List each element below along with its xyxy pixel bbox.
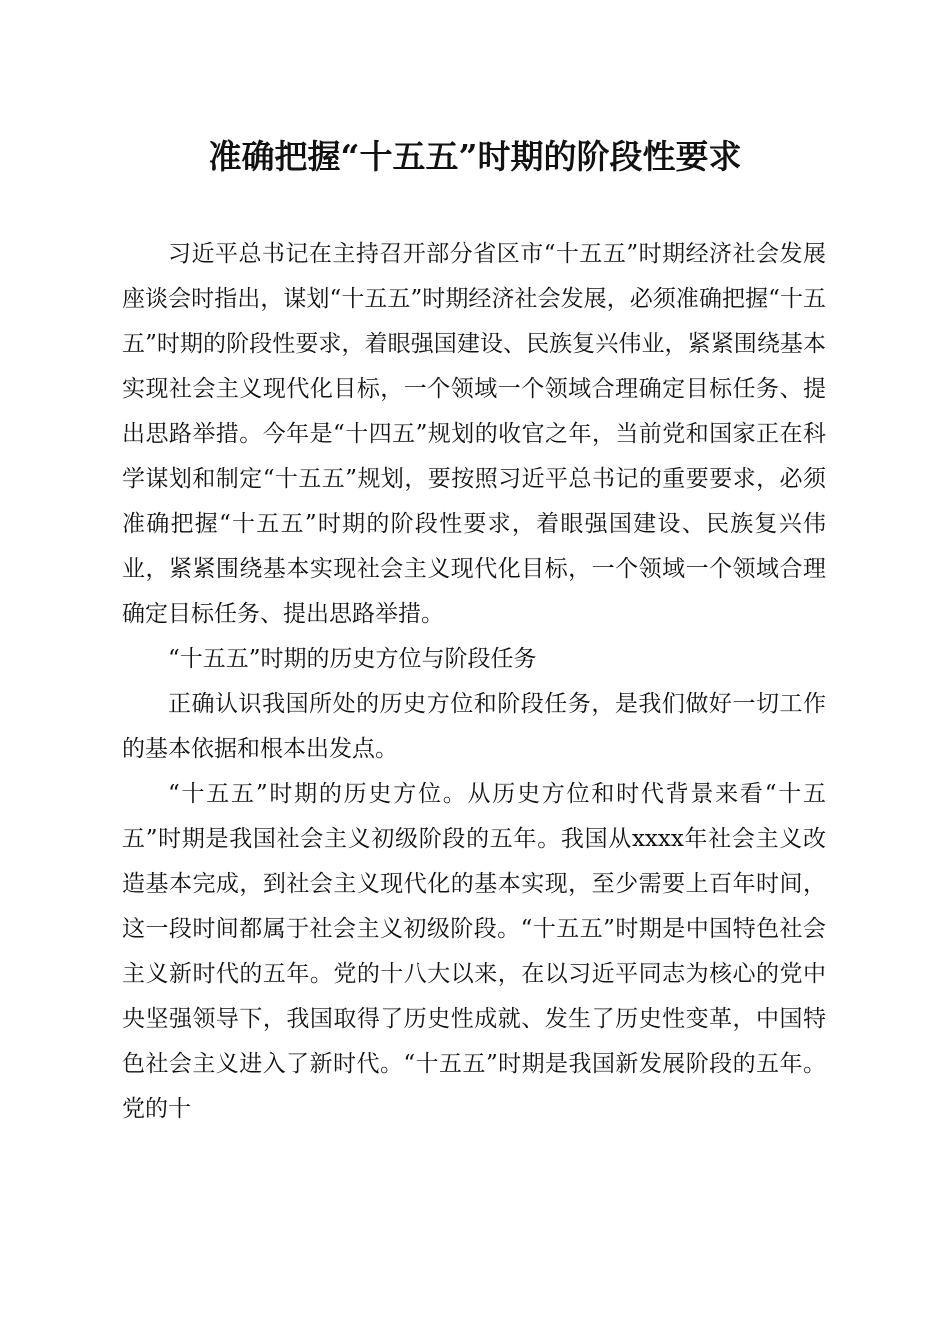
paragraph-intro: 习近平总书记在主持召开部分省区市“十五五”时期经济社会发展座谈会时指出，谋划“十五五”时期经济社会发展，必须准确把握“十五五”时期的阶段性要求，着眼强国建设、民族复兴伟业，紧紧围绕基本实现社会主义现代化目标，一个领域一个领域合理确定目标任务、提出思路举措。今年是“十四五”规划的收官之年，当前党和国家正在科学谋划和制定“十五五”规划，要按照习近平总书记的重要要求，必须准确把握“十五五”时期的阶段性要求，着眼强国建设、民族复兴伟业，紧紧围绕基本实现社会主义现代化目标，一个领域一个领域合理确定目标任务、提出思路举措。 — [122, 241, 826, 627]
document-body — [122, 232, 826, 1132]
paragraph-basis: 正确认识我国所处的历史方位和阶段任务，是我们做好一切工作的基本依据和根本出发点。 — [122, 691, 826, 762]
section-heading: “十五五”时期的历史方位与阶段任务 — [168, 646, 537, 672]
document-title: 准确把握“十五五”时期的阶段性要求 — [208, 137, 742, 176]
paragraph-historical-position: “十五五”时期的历史方位。从历史方位和时代背景来看“十五五”时期是我国社会主义初级阶段的五年。我国从xxxx年社会主义改造基本完成，到社会主义现代化的基本实现，至少需要上百年时间，这一段时间都属于社会主义初级阶段。“十五五”时期是中国特色社会主义新时代的五年。党的十八大以来，在以习近平同志为核心的党中央坚强领导下，我国取得了历史性成就、发生了历史性变革，中国特色社会主义进入了新时代。“十五五”时期是我国新发展阶段的五年。党的十 — [122, 781, 826, 1122]
